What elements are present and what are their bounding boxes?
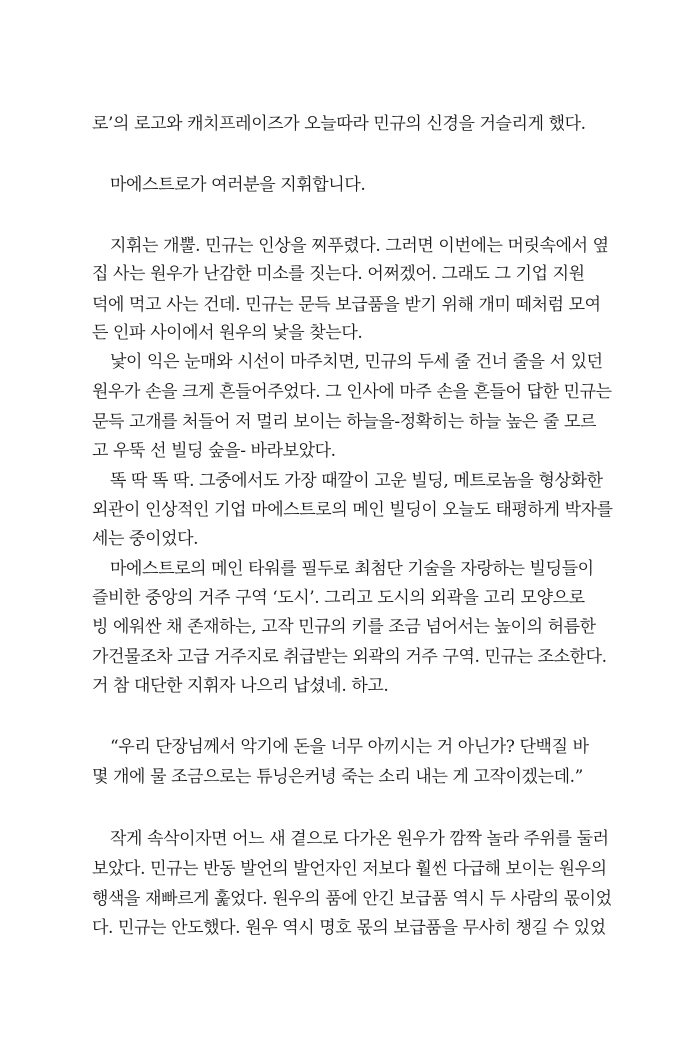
- text-line: 거 참 대단한 지휘자 나으리 납셨네. 하고.: [92, 676, 389, 696]
- text-line: 가건물조차 고급 거주지로 취급받는 외곽의 거주 구역. 민규는 조소한다.: [92, 647, 607, 667]
- text-line: 덕에 먹고 사는 건데. 민규는 문득 보급품을 받기 위해 개미 떼처럼 모여: [92, 295, 601, 315]
- text-line: 문득 고개를 처들어 저 멀리 보이는 하늘을-정확히는 하늘 높은 줄 모르: [92, 412, 596, 432]
- text-line: 로’의 로고와 캐치프레이즈가 오늘따라 민규의 신경을 거슬리게 했다.: [92, 114, 586, 134]
- text-line: 작게 속삭이자면 어느 새 곁으로 다가온 원우가 깜짝 놀라 주위를 둘러: [110, 829, 609, 849]
- text-line: 세는 중이었다.: [92, 529, 199, 549]
- text-line: “우리 단장님께서 악기에 돈을 너무 아끼시는 거 아닌가? 단백질 바: [110, 737, 589, 757]
- text-line: 보았다. 민규는 반동 발언의 발언자인 저보다 훨씬 다급해 보이는 원우의: [92, 859, 607, 879]
- text-line: 낯이 익은 눈매와 시선이 마주치면, 민규의 두세 줄 건너 줄을 서 있던: [110, 352, 603, 372]
- text-line: 똑 딱 똑 딱. 그중에서도 가장 때깔이 고운 빌딩, 메트로놈을 형상화한: [110, 471, 603, 491]
- text-line: 지휘는 개뿔. 민규는 인상을 찌푸렸다. 그러면 이번에는 머릿속에서 옆: [110, 236, 609, 256]
- text-line: 마에스트로가 여러분을 지휘합니다.: [110, 175, 366, 195]
- text-line: 고 우뚝 선 빌딩 숲을- 바라보았다.: [92, 441, 336, 461]
- text-line: 행색을 재빠르게 훑었다. 원우의 품에 안긴 보급품 역시 두 사람의 몫이었: [92, 889, 612, 909]
- text-line: 마에스트로의 메인 타워를 필두로 최첨단 기술을 자랑하는 빌딩들이: [110, 559, 594, 579]
- text-line: 몇 개에 물 조금으로는 튜닝은커녕 죽는 소리 내는 게 고작이겠는데.”: [92, 767, 583, 787]
- text-line: 다. 민규는 안도했다. 원우 역시 명호 몫의 보급품을 무사히 챙길 수 있었: [92, 918, 606, 938]
- text-line: 집 사는 원우가 난감한 미소를 짓는다. 어쩌겠어. 그래도 그 기업 지원: [92, 264, 585, 284]
- text-line: 원우가 손을 크게 흔들어주었다. 그 인사에 마주 손을 흔들어 답한 민규는: [92, 382, 612, 402]
- text-line: 외관이 인상적인 기업 마에스트로의 메인 빌딩이 오늘도 태평하게 박자를: [92, 500, 613, 520]
- text-line: 든 인파 사이에서 원우의 낯을 찾는다.: [92, 323, 363, 343]
- text-line: 빙 에워싼 채 존재하는, 고작 민규의 키를 조금 넘어서는 높이의 허름한: [92, 617, 596, 637]
- text-line: 즐비한 중앙의 거주 구역 ‘도시’. 그리고 도시의 외곽을 고리 모양으로: [92, 588, 585, 608]
